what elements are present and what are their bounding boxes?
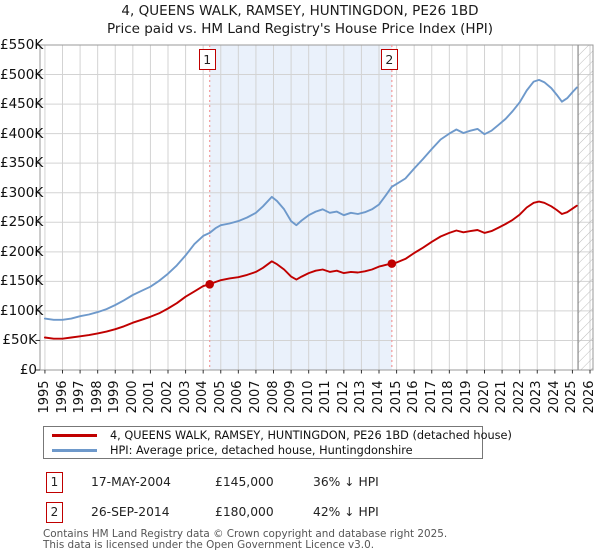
x-axis-label: 2009 bbox=[283, 380, 299, 414]
y-axis-label: £500K bbox=[0, 66, 44, 83]
y-axis-label: £250K bbox=[0, 214, 44, 231]
annotation-price: £145,000 bbox=[215, 475, 274, 489]
y-axis-label: £550K bbox=[0, 37, 44, 53]
x-axis-label: 2020 bbox=[476, 380, 492, 414]
legend-line-swatch bbox=[52, 434, 97, 437]
x-axis-label: 1997 bbox=[72, 380, 88, 414]
sale-marker-box-2: 2 bbox=[381, 49, 398, 70]
legend-row bbox=[52, 428, 512, 442]
x-axis-label: 2017 bbox=[423, 380, 439, 414]
x-axis-label: 2018 bbox=[441, 380, 457, 414]
annotation-date: 17-MAY-2004 bbox=[91, 475, 171, 489]
x-axis-label: 2021 bbox=[494, 380, 510, 414]
y-axis-label: £400K bbox=[0, 125, 44, 142]
copyright-footer bbox=[43, 529, 447, 551]
sale-point-1 bbox=[205, 280, 214, 289]
x-axis-label: 2000 bbox=[124, 380, 140, 414]
x-axis-label: 2015 bbox=[388, 380, 404, 414]
x-axis-label: 2011 bbox=[318, 380, 334, 414]
annotation-number-box: 1 bbox=[46, 472, 63, 493]
chart-subtitle: Price paid vs. HM Land Registry's House Price Index (HPI) bbox=[107, 21, 493, 37]
annotation-hpi-delta: 42% ↓ HPI bbox=[313, 505, 379, 519]
x-axis-label: 2026 bbox=[582, 380, 597, 414]
x-axis-label: 2002 bbox=[160, 380, 175, 414]
x-axis-label: 2019 bbox=[458, 380, 474, 414]
x-axis-label: 1996 bbox=[54, 380, 70, 414]
legend-label: 4, QUEENS WALK, RAMSEY, HUNTINGDON, PE26 1BD (detached house) bbox=[110, 428, 512, 442]
sale-marker-box-1: 1 bbox=[199, 49, 216, 70]
x-axis-label: 2022 bbox=[511, 380, 527, 414]
annotation-date: 26-SEP-2014 bbox=[91, 505, 170, 519]
sale-point-2 bbox=[388, 259, 397, 268]
x-axis-label: 2007 bbox=[247, 380, 263, 414]
x-axis-label: 2023 bbox=[529, 380, 545, 414]
y-axis-label: £300K bbox=[0, 184, 44, 201]
x-axis-label: 1999 bbox=[107, 380, 123, 414]
footer-line1: Contains HM Land Registry data © Crown copyright and database right 2025. bbox=[43, 528, 448, 540]
annotation-number-box: 2 bbox=[46, 502, 63, 523]
y-axis-label: £200K bbox=[0, 243, 44, 260]
x-axis-label: 2010 bbox=[300, 380, 316, 414]
y-axis-label: £150K bbox=[0, 273, 44, 290]
future-hatch-region bbox=[578, 45, 593, 370]
y-axis-label: £450K bbox=[0, 96, 44, 113]
x-axis-label: 1998 bbox=[89, 380, 105, 414]
y-axis-label: £100K bbox=[0, 302, 44, 319]
x-axis-label: 2005 bbox=[212, 380, 228, 414]
x-axis-label: 2014 bbox=[371, 380, 386, 414]
annotation-row-1 bbox=[46, 472, 566, 492]
x-axis-label: 2016 bbox=[406, 380, 422, 414]
legend-row bbox=[52, 443, 482, 457]
x-axis-label: 2006 bbox=[230, 380, 246, 414]
annotation-row-2 bbox=[46, 502, 566, 522]
x-axis-label: 2003 bbox=[177, 380, 193, 414]
x-axis-label: 2004 bbox=[195, 380, 211, 414]
legend bbox=[43, 426, 512, 459]
chart-title-address: 4, QUEENS WALK, RAMSEY, HUNTINGDON, PE26 1BD bbox=[121, 3, 479, 19]
y-axis-label: £0 bbox=[19, 362, 37, 378]
footer-line2: This data is licensed under the Open Government Licence v3.0. bbox=[43, 538, 375, 551]
x-axis-label: 2024 bbox=[546, 380, 562, 414]
annotation-hpi-delta: 36% ↓ HPI bbox=[313, 475, 379, 489]
annotation-price: £180,000 bbox=[215, 505, 274, 519]
x-axis-label: 2012 bbox=[335, 380, 351, 414]
between-sales-band bbox=[210, 45, 392, 370]
legend-line-swatch bbox=[52, 449, 97, 452]
y-axis-label: £50K bbox=[2, 332, 37, 349]
x-axis-label: 1995 bbox=[36, 380, 52, 414]
legend-label: HPI: Average price, detached house, Huntingdonshire bbox=[110, 443, 413, 457]
x-axis-label: 2013 bbox=[353, 380, 369, 414]
x-axis-label: 2025 bbox=[564, 380, 580, 414]
y-axis-label: £350K bbox=[0, 155, 44, 172]
x-axis-label: 2008 bbox=[265, 380, 281, 414]
x-axis-label: 2001 bbox=[142, 380, 158, 414]
